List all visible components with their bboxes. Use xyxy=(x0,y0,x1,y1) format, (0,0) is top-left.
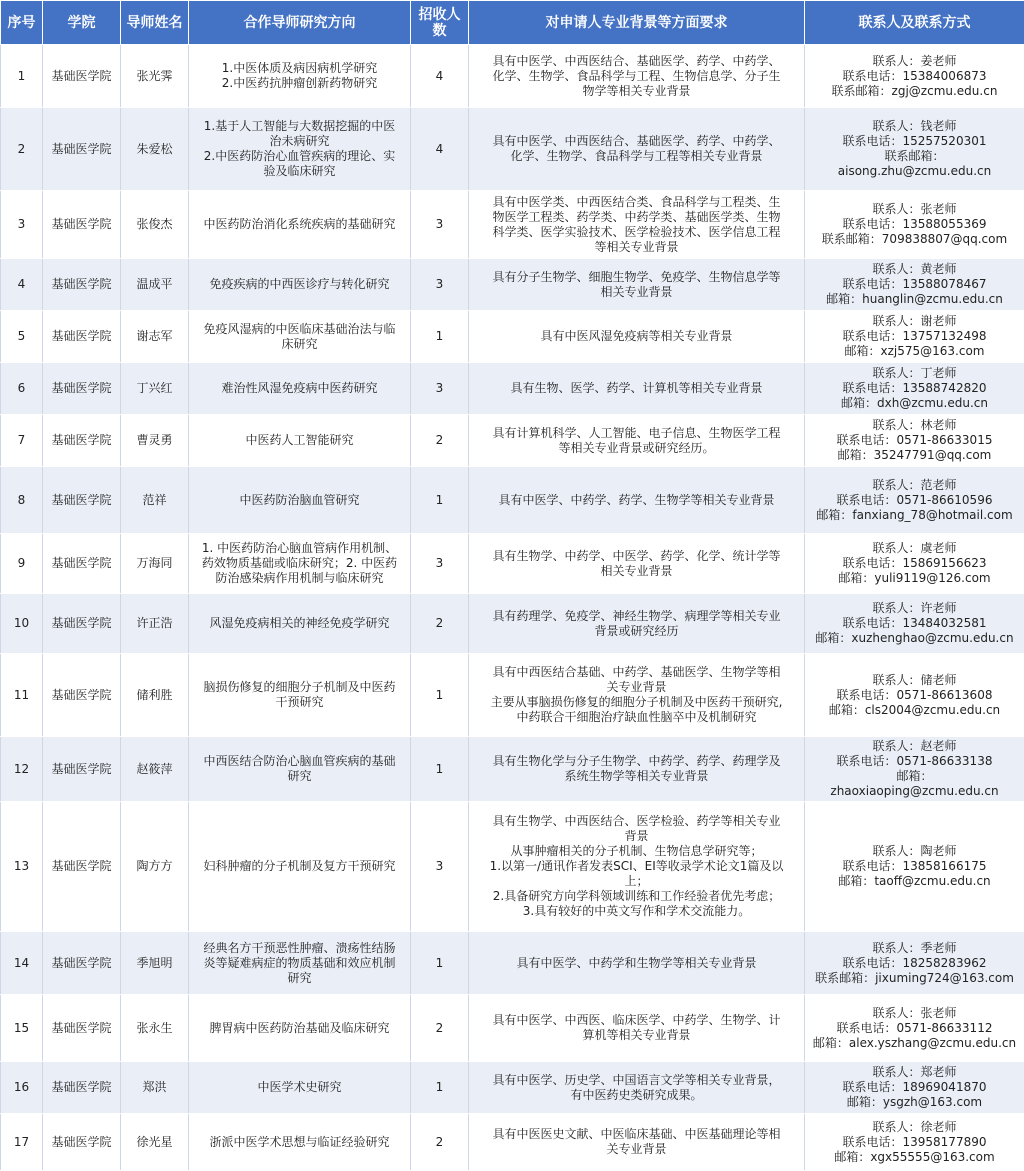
cell-contact-line: 联系邮箱： xyxy=(808,149,1021,164)
cell-supervisor: 丁兴红 xyxy=(121,363,189,415)
cell-requirements xyxy=(469,191,805,259)
cell-quota: 1 xyxy=(411,654,469,737)
cell-supervisor: 徐光星 xyxy=(121,1114,189,1171)
header-quota: 招收人数 xyxy=(411,1,469,45)
cell-contact xyxy=(805,311,1024,363)
cell-contact-line: 邮箱：alex.yszhang@zcmu.edu.cn xyxy=(808,1036,1021,1051)
cell-contact-line: 邮箱： xyxy=(808,769,1021,784)
cell-seq: 13 xyxy=(1,802,43,932)
cell-contact xyxy=(805,802,1024,932)
cell-quota: 3 xyxy=(411,534,469,594)
cell-direction-line: 中西医结合防治心脑血管疾病的基础 xyxy=(192,754,407,769)
table-row xyxy=(1,467,1024,534)
cell-requirements-line: 具有生物化学与分子生物学、中药学、药学、药理学及 xyxy=(472,754,801,769)
cell-contact-line: 联系电话：13757132498 xyxy=(808,329,1021,344)
cell-supervisor: 张光霁 xyxy=(121,45,189,108)
cell-contact xyxy=(805,594,1024,654)
cell-supervisor: 陶方方 xyxy=(121,802,189,932)
cell-seq: 5 xyxy=(1,311,43,363)
cell-direction xyxy=(189,802,411,932)
cell-requirements-line: 物医学工程类、药学类、中药学类、基础医学类、生物 xyxy=(472,210,801,225)
cell-contact-line: 联系人：钱老师 xyxy=(808,119,1021,134)
cell-contact-line: 邮箱：cls2004@zcmu.edu.cn xyxy=(808,703,1021,718)
table-row xyxy=(1,594,1024,654)
cell-supervisor: 赵筱萍 xyxy=(121,737,189,802)
cell-supervisor: 谢志军 xyxy=(121,311,189,363)
cell-contact-line: 邮箱：huanglin@zcmu.edu.cn xyxy=(808,292,1021,307)
cell-contact xyxy=(805,654,1024,737)
cell-direction-line: 2.中医药防治心血管疾病的理论、实 xyxy=(192,149,407,164)
cell-contact-line: 邮箱：ysgzh@163.com xyxy=(808,1095,1021,1110)
table-row xyxy=(1,995,1024,1062)
cell-direction xyxy=(189,311,411,363)
cell-requirements-line: 具有中医学、历史学、中国语言文学等相关专业背景， xyxy=(472,1073,801,1088)
cell-contact-line: 联系人：徐老师 xyxy=(808,1120,1021,1135)
cell-direction-line: 干预研究 xyxy=(192,695,407,710)
table-row xyxy=(1,45,1024,108)
table-row xyxy=(1,534,1024,594)
cell-contact-line: 联系电话：15384006873 xyxy=(808,69,1021,84)
cell-contact-line: 联系电话：15257520301 xyxy=(808,134,1021,149)
cell-contact-line: 联系人：郑老师 xyxy=(808,1065,1021,1080)
cell-seq: 6 xyxy=(1,363,43,415)
cell-contact xyxy=(805,108,1024,191)
cell-direction-line: 验及临床研究 xyxy=(192,164,407,179)
cell-direction xyxy=(189,534,411,594)
cell-requirements xyxy=(469,737,805,802)
cell-seq: 10 xyxy=(1,594,43,654)
cell-seq: 8 xyxy=(1,467,43,534)
cell-direction xyxy=(189,654,411,737)
cell-quota: 2 xyxy=(411,415,469,467)
cell-requirements-line: 背景 xyxy=(472,829,801,844)
cell-seq: 2 xyxy=(1,108,43,191)
cell-college: 基础医学院 xyxy=(43,108,121,191)
cell-requirements xyxy=(469,932,805,995)
cell-contact-line: 联系电话：13588055369 xyxy=(808,217,1021,232)
cell-requirements-line: 具有中西医结合基础、中药学、基础医学、生物学等相 xyxy=(472,665,801,680)
cell-contact-line: 联系人：林老师 xyxy=(808,418,1021,433)
cell-direction-line: 治未病研究 xyxy=(192,134,407,149)
cell-college: 基础医学院 xyxy=(43,1114,121,1171)
cell-supervisor: 温成平 xyxy=(121,259,189,311)
cell-requirements-line: 具有中医风湿免疫病等相关专业背景 xyxy=(472,329,801,344)
cell-requirements-line: 关专业背景 xyxy=(472,1142,801,1157)
cell-direction-line: 研究 xyxy=(192,769,407,784)
cell-contact-line: 联系人：谢老师 xyxy=(808,314,1021,329)
cell-college: 基础医学院 xyxy=(43,363,121,415)
cell-direction-line: 药效物质基础或临床研究；2. 中医药 xyxy=(192,556,407,571)
cell-requirements-line: 物学等相关专业背景 xyxy=(472,84,801,99)
cell-requirements-line: 主要从事脑损伤修复的细胞分子机制及中医药干预研究, xyxy=(472,695,801,710)
cell-contact-line: 邮箱：dxh@zcmu.edu.cn xyxy=(808,396,1021,411)
cell-requirements-line: 具有生物学、中药学、中医学、药学、化学、统计学等 xyxy=(472,549,801,564)
cell-direction-line: 研究 xyxy=(192,971,407,986)
cell-quota: 3 xyxy=(411,363,469,415)
cell-contact-line: 邮箱：fanxiang_78@hotmail.com xyxy=(808,508,1021,523)
cell-contact-line: 联系电话：0571-86633015 xyxy=(808,433,1021,448)
cell-requirements-line: 算机等相关专业背景 xyxy=(472,1028,801,1043)
cell-quota: 3 xyxy=(411,191,469,259)
header-row xyxy=(1,1,1024,45)
cell-contact-line: 联系电话：0571-86610596 xyxy=(808,493,1021,508)
cell-seq: 1 xyxy=(1,45,43,108)
cell-requirements-line: 具有计算机科学、人工智能、电子信息、生物医学工程 xyxy=(472,426,801,441)
cell-requirements xyxy=(469,802,805,932)
cell-supervisor: 张俊杰 xyxy=(121,191,189,259)
cell-direction xyxy=(189,594,411,654)
cell-direction xyxy=(189,995,411,1062)
cell-direction-line: 难治性风湿免疫病中医药研究 xyxy=(192,381,407,396)
cell-requirements-line: 具有中医学、中西医结合、基础医学、药学、中药学、 xyxy=(472,134,801,149)
cell-supervisor: 张永生 xyxy=(121,995,189,1062)
cell-contact-line: 联系电话：13588742820 xyxy=(808,381,1021,396)
cell-contact-line: 联系人：范老师 xyxy=(808,478,1021,493)
cell-requirements xyxy=(469,534,805,594)
cell-contact-line: 联系电话：18258283962 xyxy=(808,956,1021,971)
cell-supervisor: 范祥 xyxy=(121,467,189,534)
cell-college: 基础医学院 xyxy=(43,311,121,363)
cell-requirements-line: 具有中医学、中药学、药学、生物学等相关专业背景 xyxy=(472,493,801,508)
table-row xyxy=(1,1062,1024,1114)
cell-contact-line: 联系电话：0571-86613608 xyxy=(808,688,1021,703)
cell-direction-line: 中医药人工智能研究 xyxy=(192,433,407,448)
cell-contact-line: 联系电话：15869156623 xyxy=(808,556,1021,571)
cell-quota: 3 xyxy=(411,802,469,932)
cell-contact xyxy=(805,534,1024,594)
cell-requirements-line: 具有生物、医学、药学、计算机等相关专业背景 xyxy=(472,381,801,396)
cell-direction xyxy=(189,259,411,311)
cell-requirements-line: 上； xyxy=(472,874,801,889)
cell-supervisor: 储利胜 xyxy=(121,654,189,737)
cell-supervisor: 郑洪 xyxy=(121,1062,189,1114)
cell-contact xyxy=(805,467,1024,534)
cell-contact xyxy=(805,1114,1024,1171)
cell-college: 基础医学院 xyxy=(43,932,121,995)
cell-contact xyxy=(805,259,1024,311)
table-body xyxy=(1,45,1024,1171)
cell-requirements-line: 1.以第一/通讯作者发表SCI、EI等收录学术论文1篇及以 xyxy=(472,859,801,874)
cell-contact-line: 联系电话：13958177890 xyxy=(808,1135,1021,1150)
table-row xyxy=(1,932,1024,995)
table-row xyxy=(1,1114,1024,1171)
cell-quota: 1 xyxy=(411,737,469,802)
cell-requirements-line: 从事肿瘤相关的分子机制、生物信息学研究等； xyxy=(472,844,801,859)
cell-contact-line: 邮箱：xzj575@163.com xyxy=(808,344,1021,359)
cell-contact-line: 联系人：丁老师 xyxy=(808,366,1021,381)
cell-direction xyxy=(189,108,411,191)
cell-contact-line: 邮箱：35247791@qq.com xyxy=(808,448,1021,463)
cell-quota: 2 xyxy=(411,995,469,1062)
cell-requirements-line: 具有中医医史文献、中医临床基础、中医基础理论等相 xyxy=(472,1127,801,1142)
cell-contact-line: 联系邮箱：709838807@qq.com xyxy=(808,232,1021,247)
cell-contact-line: 联系人：陶老师 xyxy=(808,844,1021,859)
cell-direction-line: 风湿免疫病相关的神经免疫学研究 xyxy=(192,616,407,631)
cell-requirements-line: 有中医药史类研究成果。 xyxy=(472,1088,801,1103)
cell-direction-line: 浙派中医学术思想与临证经验研究 xyxy=(192,1135,407,1150)
cell-quota: 3 xyxy=(411,259,469,311)
cell-supervisor: 朱爱松 xyxy=(121,108,189,191)
cell-contact xyxy=(805,363,1024,415)
cell-seq: 16 xyxy=(1,1062,43,1114)
table-row xyxy=(1,737,1024,802)
cell-quota: 4 xyxy=(411,108,469,191)
cell-requirements-line: 相关专业背景 xyxy=(472,564,801,579)
cell-direction-line: 脑损伤修复的细胞分子机制及中医药 xyxy=(192,680,407,695)
cell-quota: 2 xyxy=(411,1114,469,1171)
cell-contact-line: 联系邮箱：zgj@zcmu.edu.cn xyxy=(808,84,1021,99)
cell-contact-line: 联系人：许老师 xyxy=(808,601,1021,616)
header-contact: 联系人及联系方式 xyxy=(805,1,1024,45)
cell-contact-line: 联系电话：13588078467 xyxy=(808,277,1021,292)
cell-requirements-line: 等相关专业背景 xyxy=(472,240,801,255)
cell-direction-line: 中医学术史研究 xyxy=(192,1080,407,1095)
cell-requirements-line: 具有中医学类、中西医结合类、食品科学与工程类、生 xyxy=(472,195,801,210)
cell-requirements xyxy=(469,108,805,191)
cell-requirements-line: 具有中医学、中西医、临床医学、中药学、生物学、计 xyxy=(472,1013,801,1028)
cell-requirements xyxy=(469,363,805,415)
cell-college: 基础医学院 xyxy=(43,995,121,1062)
cell-requirements-line: 具有中医学、中西医结合、基础医学、药学、中药学、 xyxy=(472,54,801,69)
cell-requirements-line: 科学类、医学实验技术、医学检验技术、医学信息工程 xyxy=(472,225,801,240)
cell-requirements-line: 具有生物学、中西医结合、医学检验、药学等相关专业 xyxy=(472,814,801,829)
cell-seq: 14 xyxy=(1,932,43,995)
cell-requirements-line: 中药联合干细胞治疗缺血性脑卒中及机制研究 xyxy=(472,710,801,725)
cell-direction-line: 中医药防治脑血管研究 xyxy=(192,493,407,508)
cell-contact-line: 联系电话：0571-86633138 xyxy=(808,754,1021,769)
cell-contact-line: 联系人：姜老师 xyxy=(808,54,1021,69)
cell-college: 基础医学院 xyxy=(43,1062,121,1114)
cell-direction-line: 脾胃病中医药防治基础及临床研究 xyxy=(192,1021,407,1036)
header-college: 学院 xyxy=(43,1,121,45)
cell-direction xyxy=(189,737,411,802)
cell-contact-line: 联系人：赵老师 xyxy=(808,739,1021,754)
cell-contact-line: 联系人：张老师 xyxy=(808,202,1021,217)
cell-contact-line: 联系电话：0571-86633112 xyxy=(808,1021,1021,1036)
header-direction: 合作导师研究方向 xyxy=(189,1,411,45)
cell-direction-line: 床研究 xyxy=(192,337,407,352)
cell-contact xyxy=(805,932,1024,995)
cell-seq: 9 xyxy=(1,534,43,594)
table-row xyxy=(1,654,1024,737)
cell-college: 基础医学院 xyxy=(43,191,121,259)
cell-contact xyxy=(805,191,1024,259)
cell-quota: 1 xyxy=(411,311,469,363)
cell-direction xyxy=(189,932,411,995)
cell-college: 基础医学院 xyxy=(43,594,121,654)
table-row xyxy=(1,108,1024,191)
cell-contact-line: 联系电话：13858166175 xyxy=(808,859,1021,874)
cell-direction-line: 1.基于人工智能与大数据挖掘的中医 xyxy=(192,119,407,134)
table-row xyxy=(1,363,1024,415)
cell-direction-line: 1.中医体质及病因病机学研究 xyxy=(192,61,407,76)
cell-requirements xyxy=(469,259,805,311)
cell-supervisor: 季旭明 xyxy=(121,932,189,995)
cell-requirements-line: 关专业背景 xyxy=(472,680,801,695)
cell-requirements-line: 系统生物学等相关专业背景 xyxy=(472,769,801,784)
cell-requirements xyxy=(469,1114,805,1171)
cell-contact-line: 联系人：张老师 xyxy=(808,1006,1021,1021)
cell-quota: 1 xyxy=(411,1062,469,1114)
cell-direction-line: 防治感染病作用机制与临床研究 xyxy=(192,571,407,586)
cell-contact xyxy=(805,737,1024,802)
cell-college: 基础医学院 xyxy=(43,467,121,534)
cell-contact-line: 邮箱：xgx55555@163.com xyxy=(808,1150,1021,1165)
cell-contact-line: 联系人：季老师 xyxy=(808,941,1021,956)
cell-contact-line: 联系人：虞老师 xyxy=(808,541,1021,556)
cell-requirements xyxy=(469,415,805,467)
cell-requirements xyxy=(469,654,805,737)
cell-requirements xyxy=(469,45,805,108)
cell-requirements-line: 具有分子生物学、细胞生物学、免疫学、生物信息学等 xyxy=(472,270,801,285)
cell-college: 基础医学院 xyxy=(43,415,121,467)
cell-contact-line: 联系人：黄老师 xyxy=(808,262,1021,277)
cell-seq: 3 xyxy=(1,191,43,259)
cell-contact xyxy=(805,1062,1024,1114)
cell-contact xyxy=(805,415,1024,467)
cell-requirements-line: 等相关专业背景或研究经历。 xyxy=(472,441,801,456)
cell-contact-line: 联系邮箱：jixuming724@163.com xyxy=(808,971,1021,986)
cell-requirements xyxy=(469,995,805,1062)
cell-contact-line: aisong.zhu@zcmu.edu.cn xyxy=(808,164,1021,179)
table-row xyxy=(1,802,1024,932)
cell-direction-line: 免疫疾病的中西医诊疗与转化研究 xyxy=(192,277,407,292)
cell-requirements-line: 具有药理学、免疫学、神经生物学、病理学等相关专业 xyxy=(472,609,801,624)
cell-supervisor: 曹灵勇 xyxy=(121,415,189,467)
cell-requirements xyxy=(469,1062,805,1114)
cell-college: 基础医学院 xyxy=(43,802,121,932)
cell-contact-line: 联系电话：13484032581 xyxy=(808,616,1021,631)
cell-direction xyxy=(189,415,411,467)
cell-contact xyxy=(805,995,1024,1062)
header-seq: 序号 xyxy=(1,1,43,45)
cell-direction-line: 免疫风湿病的中医临床基础治法与临 xyxy=(192,322,407,337)
table-row xyxy=(1,191,1024,259)
cell-college: 基础医学院 xyxy=(43,737,121,802)
cell-college: 基础医学院 xyxy=(43,654,121,737)
cell-requirements xyxy=(469,594,805,654)
cell-seq: 15 xyxy=(1,995,43,1062)
cell-direction xyxy=(189,1114,411,1171)
cell-direction xyxy=(189,363,411,415)
table-row xyxy=(1,311,1024,363)
cell-requirements xyxy=(469,311,805,363)
cell-seq: 4 xyxy=(1,259,43,311)
cell-requirements-line: 2.具备研究方向学科领域训练和工作经验者优先考虑； xyxy=(472,889,801,904)
cell-college: 基础医学院 xyxy=(43,259,121,311)
cell-quota: 1 xyxy=(411,467,469,534)
cell-requirements-line: 具有中医学、中药学和生物学等相关专业背景 xyxy=(472,956,801,971)
table-row xyxy=(1,259,1024,311)
cell-contact-line: 邮箱：yuli9119@126.com xyxy=(808,571,1021,586)
cell-seq: 11 xyxy=(1,654,43,737)
cell-requirements xyxy=(469,467,805,534)
cell-direction xyxy=(189,45,411,108)
cell-direction-line: 中医药防治消化系统疾病的基础研究 xyxy=(192,217,407,232)
cell-quota: 1 xyxy=(411,932,469,995)
cell-contact xyxy=(805,45,1024,108)
cell-direction-line: 1. 中医药防治心脑血管病作用机制、 xyxy=(192,541,407,556)
cell-direction xyxy=(189,467,411,534)
cell-direction-line: 炎等疑难病症的物质基础和效应机制 xyxy=(192,956,407,971)
cell-supervisor: 许正浩 xyxy=(121,594,189,654)
cell-direction xyxy=(189,191,411,259)
cell-seq: 12 xyxy=(1,737,43,802)
header-supervisor: 导师姓名 xyxy=(121,1,189,45)
cell-supervisor: 万海同 xyxy=(121,534,189,594)
cell-requirements-line: 相关专业背景 xyxy=(472,285,801,300)
cell-seq: 17 xyxy=(1,1114,43,1171)
cell-requirements-line: 3.具有较好的中英文写作和学术交流能力。 xyxy=(472,904,801,919)
cell-quota: 4 xyxy=(411,45,469,108)
cell-requirements-line: 化学、生物学、食品科学与工程等相关专业背景 xyxy=(472,149,801,164)
cell-contact-line: 联系电话：18969041870 xyxy=(808,1080,1021,1095)
cell-college: 基础医学院 xyxy=(43,45,121,108)
cell-contact-line: 联系人：储老师 xyxy=(808,673,1021,688)
cell-requirements-line: 化学、生物学、食品科学与工程、生物信息学、分子生 xyxy=(472,69,801,84)
cell-college: 基础医学院 xyxy=(43,534,121,594)
cell-direction-line: 2.中医药抗肿瘤创新药物研究 xyxy=(192,76,407,91)
cell-requirements-line: 背景或研究经历 xyxy=(472,624,801,639)
cell-contact-line: 邮箱：xuzhenghao@zcmu.edu.cn xyxy=(808,631,1021,646)
cell-contact-line: zhaoxiaoping@zcmu.edu.cn xyxy=(808,784,1021,799)
cell-direction-line: 妇科肿瘤的分子机制及复方干预研究 xyxy=(192,859,407,874)
cell-direction-line: 经典名方干预恶性肿瘤、溃疡性结肠 xyxy=(192,941,407,956)
cell-seq: 7 xyxy=(1,415,43,467)
cell-quota: 2 xyxy=(411,594,469,654)
header-requirements: 对申请人专业背景等方面要求 xyxy=(469,1,805,45)
cell-direction xyxy=(189,1062,411,1114)
table-row xyxy=(1,415,1024,467)
cell-contact-line: 邮箱：taoff@zcmu.edu.cn xyxy=(808,874,1021,889)
